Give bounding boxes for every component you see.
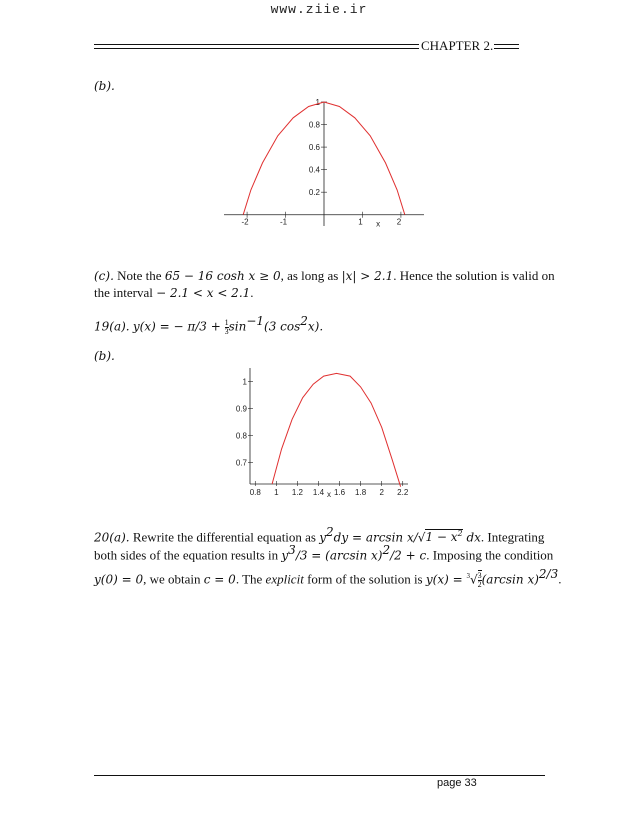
x-tick-label: 2 [396, 217, 402, 227]
part-b2-label: (b). [94, 349, 115, 363]
x-tick-label: 2.2 [397, 488, 409, 497]
header-rule [494, 44, 519, 45]
y-tick-label: 1 [242, 377, 247, 387]
part-c-line2: the interval − 2.1 < x < 2.1. [94, 285, 254, 300]
y-tick-label: 0.4 [308, 165, 320, 175]
problem-20a-line1: 20(a). Rewrite the differential equation as $y^2dy = \arcsin x/√1 - x^2$ dx. Integrating [94, 525, 545, 545]
x-tick-label: 0.8 [249, 488, 261, 497]
plot-1 [224, 96, 424, 246]
part-c-line1: (c). Note the 65 − 16 cosh x ≥ 0, as long as |x| > 2.1. Hence the solution is valid on [94, 268, 555, 283]
sqrt-symbol: √ [417, 530, 426, 545]
fraction: $\frac{1}{3}$ [224, 317, 229, 336]
y-tick-label: 1 [315, 98, 320, 107]
x-tick-label: 1.6 [333, 488, 346, 497]
part-b-label: (b). [94, 79, 115, 93]
page-number: page 33 [437, 777, 477, 789]
header-rule [94, 48, 419, 49]
y-tick-label: 0.8 [308, 120, 320, 130]
x-tick-label: 1 [358, 217, 363, 227]
x-tick-label: 2 [379, 488, 384, 497]
problem-19a: 19(a). y(x) = − π/3 + $\frac{1}{3}$ $\sin^{-1}(3$ $\cos^2x$). [94, 314, 324, 336]
watermark: www.ziie.ir [270, 2, 368, 17]
x-tick-label: -1 [279, 217, 288, 227]
y-tick-label: 0.9 [235, 404, 247, 414]
x-tick-label: 1 [274, 488, 279, 497]
header-rule [494, 48, 519, 49]
x-axis-label: x [327, 490, 331, 499]
y-tick-label: 0.7 [235, 458, 247, 468]
y-tick-label: 0.8 [235, 431, 247, 441]
problem-20a-line2: both sides of the equation results in $y^3/3 = (\arcsin$ x)$^2$/2 + c. Imposing the condition [94, 543, 554, 563]
x-tick-label: 1.2 [291, 488, 303, 497]
y-tick-label: 0.2 [308, 188, 320, 198]
x-tick-label: -2 [241, 217, 249, 227]
footer-rule [94, 775, 545, 776]
x-tick-label: 1.4 [312, 488, 325, 497]
x-axis-label: x [376, 219, 381, 229]
chapter-heading: CHAPTER 2. [421, 38, 494, 53]
header-rule [94, 44, 419, 45]
series-line [272, 373, 401, 486]
x-tick-label: 1.8 [355, 488, 367, 497]
y-tick-label: 0.6 [308, 143, 320, 153]
problem-20a-line3: y(0) = 0, we obtain c = 0. The explicit form of the solution is y(x) = $^3$√ $\frac{3}{2}$ (arcsin x)$^{2/3}$. [94, 567, 562, 589]
plot-2 [224, 362, 414, 502]
